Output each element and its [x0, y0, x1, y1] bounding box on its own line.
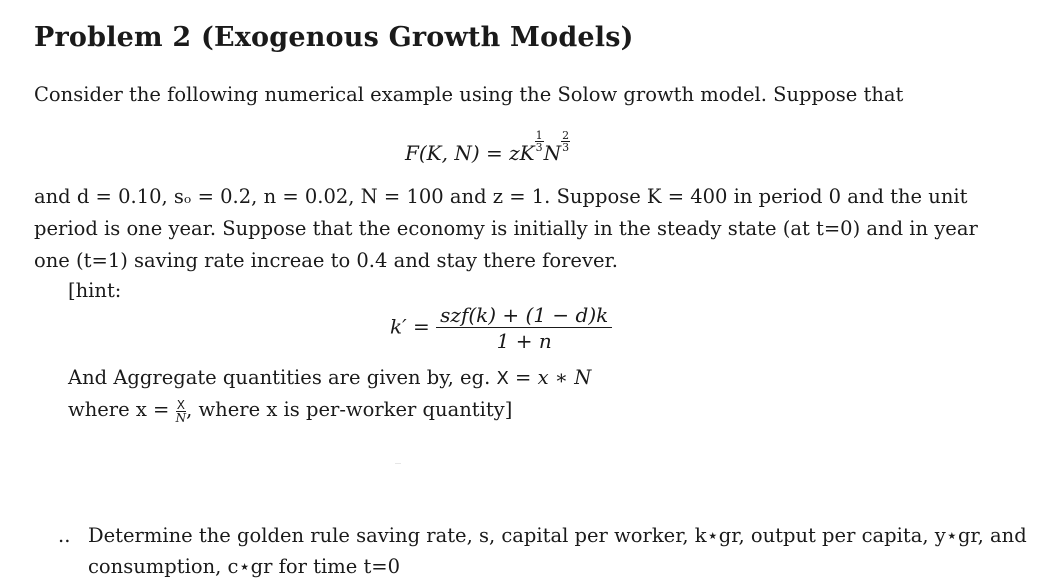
parameters-line: and d = 0.10, sₒ = 0.2, n = 0.02, N = 100 and z = 1. Suppose K = 400 in period 0 and the unit [34, 185, 968, 208]
law-of-motion-lhs: k′ = [390, 314, 430, 339]
hint-label: [hint: [68, 279, 122, 302]
aggregate-quantities-line: And Aggregate quantities are given by, eg. X = x ∗ N [68, 366, 592, 389]
scan-artifact [395, 463, 401, 464]
law-of-motion-denominator: 1 + n [496, 329, 552, 353]
law-of-motion-equation [390, 304, 612, 352]
n-exponent: $\frac{2}{3}$ [562, 129, 570, 154]
intro-text: Consider the following numerical example using the Solow growth model. Suppose that [34, 83, 904, 106]
k-exponent: $\frac{1}{3}$ [535, 129, 543, 154]
list-bullet: .. [58, 524, 71, 547]
body-line-2: period is one year. Suppose that the economy is initially in the steady state (at t=0) and in year [34, 217, 978, 240]
law-of-motion-fraction [436, 304, 612, 352]
production-function-lhs: F(K, N) = zK [405, 141, 535, 165]
n-base: N [543, 141, 562, 165]
body-line-3: one (t=1) saving rate increae to 0.4 and stay there forever. [34, 249, 618, 272]
aggregate-x-symbol: X [496, 368, 509, 389]
x-over-n-fraction: $\frac{X}{N}$ [175, 398, 187, 425]
law-of-motion-numerator: szf(k) + (1 − d)k [436, 304, 612, 328]
question-line-2: consumption, c⋆gr for time t=0 [88, 555, 401, 578]
production-function-equation [405, 130, 570, 165]
problem-title: Problem 2 (Exogenous Growth Models) [34, 22, 634, 53]
question-line-1: Determine the golden rule saving rate, s, capital per worker, k⋆gr, output per capita, y⋆gr, and [88, 524, 1027, 547]
per-worker-definition-line: where x = $\frac{X}{N}$ , where x is per-worker quantity] [68, 398, 513, 425]
